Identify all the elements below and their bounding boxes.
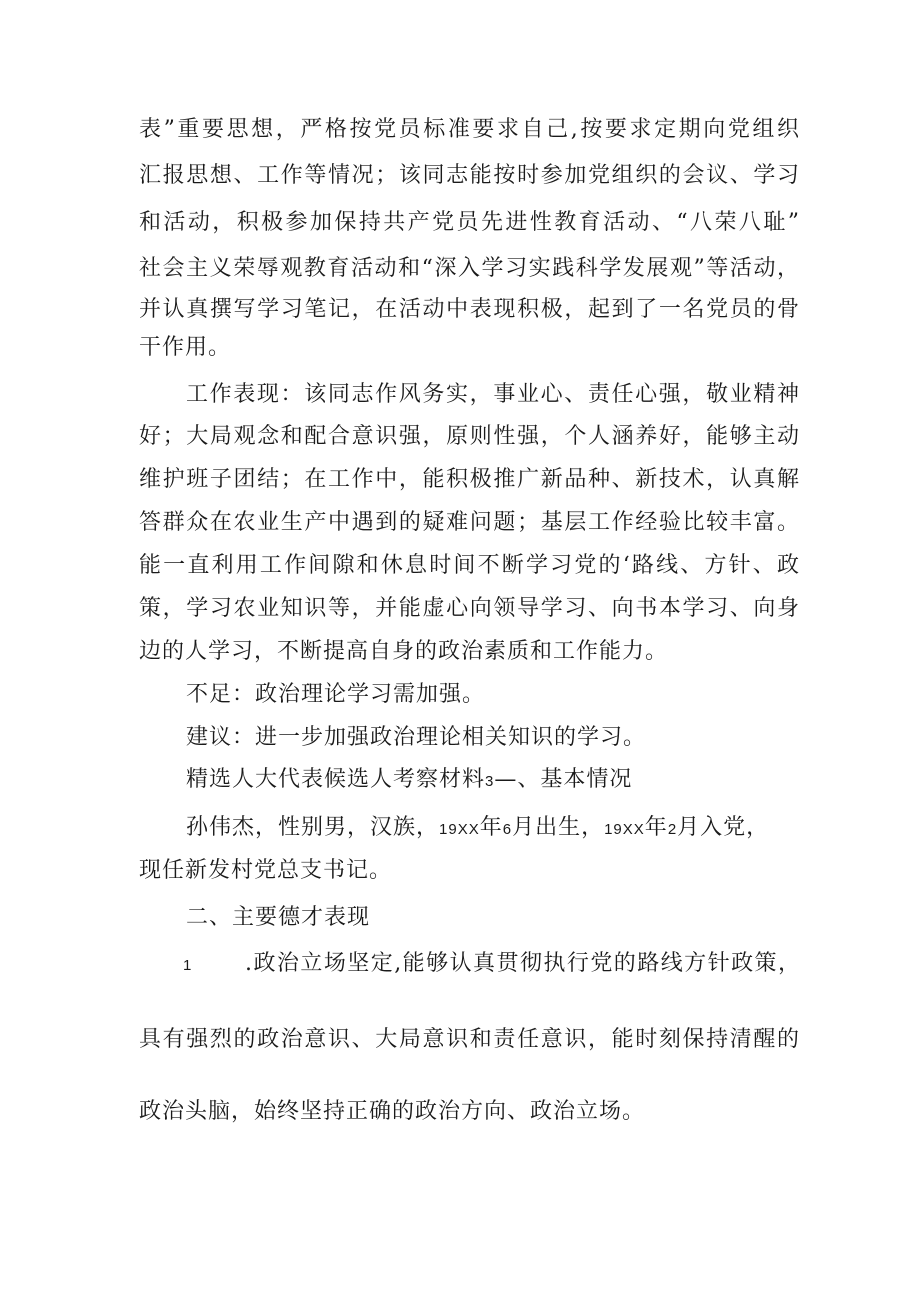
item1-line: .政治立场坚定,能够认真贯彻执行党的路线方针政策， — [245, 951, 800, 976]
item-number: 1 — [183, 957, 192, 974]
suggestion-text: 建议：进一步加强政治理论相关知识的学习。 — [186, 725, 647, 750]
item1-line: 政治头脑，始终坚持正确的政治方向、政治立场。 — [139, 1099, 646, 1124]
paragraph-line: 策，学习农业知识等，并能虚心向领导学习、向书本学习、向身 — [139, 596, 799, 621]
paragraph-line: 干作用。 — [139, 335, 232, 360]
basic-info-line-2: 现任新发村党总支书记。 — [139, 858, 393, 883]
paragraph-line: 维护班子团结；在工作中，能积极推广新品种、新技术，认真解 — [139, 467, 799, 492]
paragraph-line: 好；大局观念和配合意识强，原则性强，个人涵养好，能够主动 — [139, 424, 799, 449]
basic-info-line — [186, 813, 769, 845]
paragraph-line: 能一直利用工作间隙和休息时间不断学习党的‘路线、方针、政 — [139, 553, 799, 578]
heading-subtitle: —、基本情况 — [494, 767, 633, 792]
paragraph-line: 汇报思想、工作等情况；该同志能按时参加党组织的会议、学习 — [139, 163, 799, 188]
basic-text: 年 — [479, 815, 503, 840]
item1-line: 具有强烈的政治意识、大局意识和责任意识，能时刻保持清醒的 — [139, 1027, 799, 1052]
heading-number: 3 — [485, 773, 495, 790]
paragraph-line: 表”重要思想，严格按党员标准要求自己,按要求定期向党组织 — [139, 117, 799, 142]
section-heading — [186, 765, 632, 797]
shortcoming-text: 不足：政治理论学习需加强。 — [186, 682, 486, 707]
basic-text: 孙伟杰，性别男，汉族， — [186, 815, 440, 840]
birth-year: 19XX — [439, 821, 480, 838]
paragraph-line: 并认真撰写学习笔记，在活动中表现积极，起到了一名党员的骨 — [139, 297, 799, 322]
join-year: 19XX — [604, 821, 645, 838]
heading-title: 精选人大代表候选人考察材料 — [186, 767, 486, 792]
paragraph-line: 社会主义荣辱观教育活动和“深入学习实践科学发展观”等活动， — [139, 256, 799, 281]
basic-text: 年 — [644, 815, 668, 840]
birth-month: 6 — [502, 821, 513, 838]
paragraph-line: 工作表现：该同志作风务实，事业心、责任心强，敬业精神 — [186, 382, 799, 407]
basic-text: 月出生， — [512, 815, 605, 840]
join-month: 2 — [667, 821, 678, 838]
paragraph-line: 和活动，积极参加保持共产党员先进性教育活动、“八荣八耻” — [139, 210, 799, 235]
paragraph-line: 边的人学习，不断提高自身的政治素质和工作能力。 — [139, 639, 669, 664]
paragraph-line: 答群众在农业生产中遇到的疑难问题；基层工作经验比较丰富。 — [139, 510, 799, 535]
basic-text: 月入党， — [677, 815, 770, 840]
section2-heading: 二、主要德才表现 — [186, 905, 371, 930]
